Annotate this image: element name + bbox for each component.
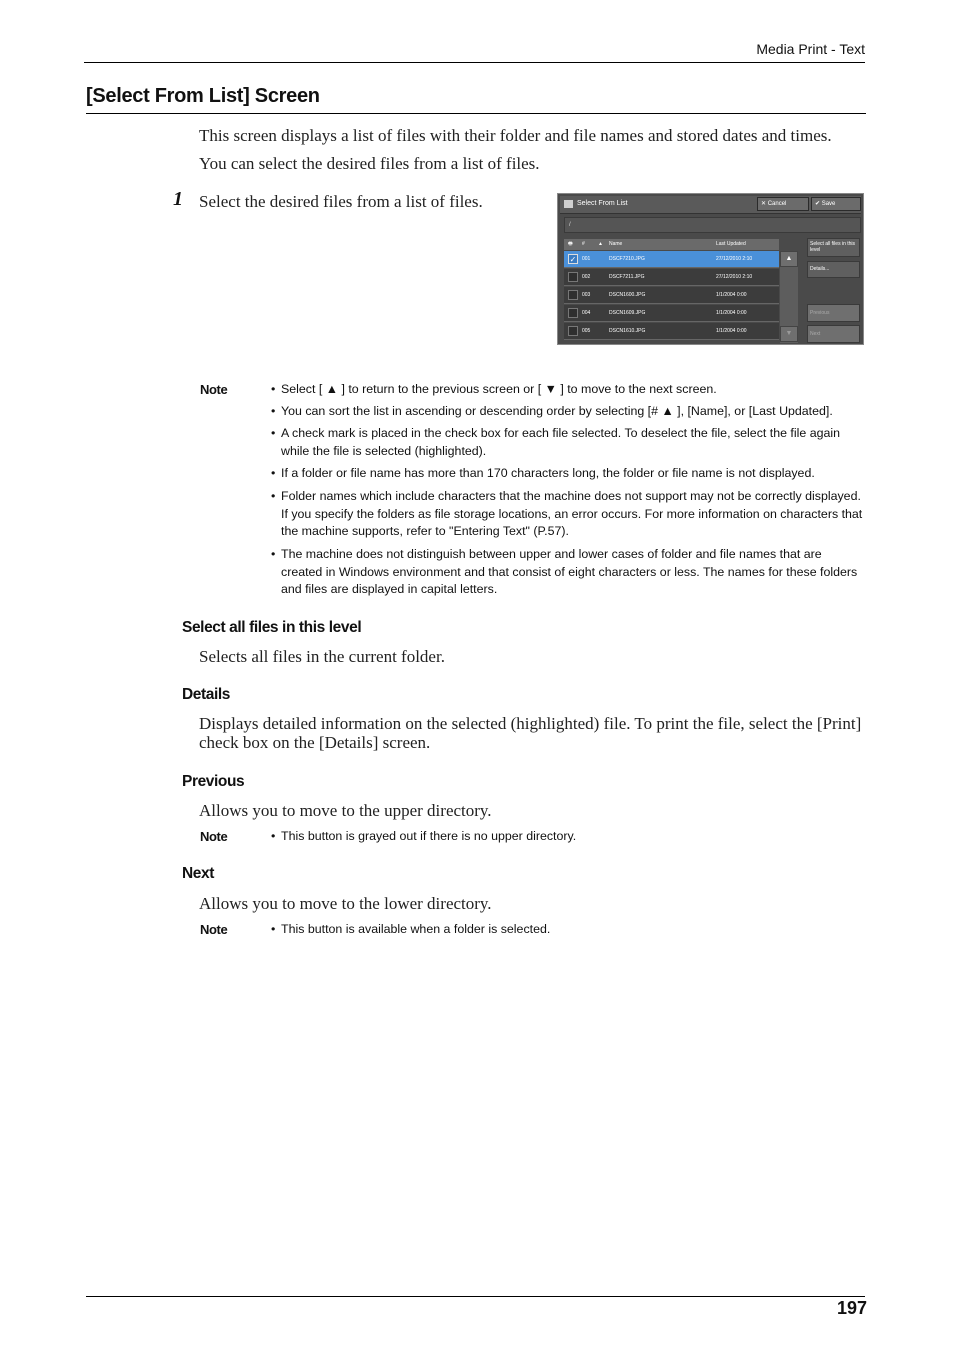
cancel-button[interactable] [757, 197, 809, 211]
check-icon: ✔ [815, 201, 821, 207]
column-name[interactable]: Name [609, 241, 623, 247]
scroll-down-button[interactable]: ▼ [780, 326, 798, 342]
scrollbar[interactable] [780, 251, 798, 343]
section-heading-previous: Previous [182, 773, 245, 790]
scroll-up-button[interactable]: ▲ [780, 251, 798, 267]
step-number: 1 [173, 188, 183, 210]
file-row[interactable] [564, 323, 779, 340]
row-name: DSCF7210.JPG [609, 256, 645, 262]
select-from-list-screenshot [557, 193, 864, 345]
note-text: If a folder or file name has more than 170 characters long, the folder or file name is not displayed. [281, 466, 815, 480]
note-item: • Folder names which include characters that the machine does not support may not be correctly displayed. If you specify the folders as file storage locations, an error occurs. For more information on characters that the machine supports, refer to "Entering Text" (P.57). [271, 488, 865, 541]
section-heading-next: Next [182, 865, 214, 882]
intro-line-2: You can select the desired files from a list of files. [199, 154, 540, 173]
file-row[interactable] [564, 305, 779, 322]
file-row[interactable] [564, 251, 779, 268]
note-text: You can sort the list in ascending or descending order by selecting [# ▲ ], [Name], or [Last Updated]. [281, 404, 833, 418]
checkbox[interactable] [568, 272, 578, 282]
file-row[interactable] [564, 287, 779, 304]
page-number: 197 [836, 1298, 867, 1318]
row-number: 001 [582, 256, 591, 262]
note-text: Select [ ▲ ] to return to the previous screen or [ ▼ ] to move to the next screen. [281, 382, 717, 396]
checkbox[interactable] [568, 290, 578, 300]
previous-button[interactable]: Previous [807, 304, 860, 322]
note-text: A check mark is placed in the check box for each file selected. To deselect the file, select the file again while the file is selected (highlighted). [281, 426, 841, 458]
path-field: / [564, 217, 861, 233]
note-item: • If a folder or file name has more than 170 characters long, the folder or file name is not displayed. [271, 465, 865, 483]
note-item: • Select [ ▲ ] to return to the previous screen or [ ▼ ] to move to the next screen. [271, 381, 865, 399]
list-icon [564, 200, 573, 208]
list-header [564, 239, 779, 250]
screen-title: Select From List [577, 200, 628, 207]
section-text-previous: Allows you to move to the upper directory. [199, 801, 492, 820]
note-text: This button is available when a folder is selected. [281, 922, 551, 936]
save-label: Save [821, 201, 836, 207]
row-name: DSCF7211.JPG [609, 274, 645, 280]
section-heading-select-all: Select all files in this level [182, 619, 362, 636]
note-item: • This button is available when a folder is selected. [271, 921, 865, 939]
details-button[interactable]: Details... [807, 261, 860, 278]
page-title: [Select From List] Screen [86, 85, 320, 107]
checkbox[interactable] [568, 326, 578, 336]
note-item: • This button is grayed out if there is no upper directory. [271, 828, 865, 846]
checkbox[interactable]: ✓ [569, 255, 577, 264]
column-hash[interactable]: # [582, 241, 585, 247]
header-rule [84, 62, 865, 63]
running-header: Media Print - Text [756, 41, 865, 57]
intro-line-1: This screen displays a list of files with their folder and file names and stored dates and times. [199, 126, 832, 145]
note-item: • You can sort the list in ascending or descending order by selecting [# ▲ ], [Name], or [Last Updated]. [271, 403, 865, 421]
row-date: 1/1/2004 0:00 [716, 310, 747, 316]
screen-titlebar [560, 196, 861, 214]
row-number: 003 [582, 292, 591, 298]
row-name: DSCN1610.JPG [609, 328, 646, 334]
row-number: 005 [582, 328, 591, 334]
row-date: 1/1/2004 0:00 [716, 328, 747, 334]
section-text-next: Allows you to move to the lower directory. [199, 894, 492, 913]
column-last-updated[interactable]: Last Updated [716, 241, 746, 247]
note-text: The machine does not distinguish between upper and lower cases of folder and file names that are created in Windows environment and that consist of eight characters or less. The names for these folders and files are displayed in capital letters. [281, 547, 858, 597]
next-button[interactable]: Next [807, 325, 860, 343]
save-button[interactable] [811, 197, 861, 211]
section-heading-details: Details [182, 686, 231, 703]
row-number: 004 [582, 310, 591, 316]
section-text-details: Displays detailed information on the selected (highlighted) file. To print the file, select the [Print] check box on the [Details] screen. [199, 714, 862, 752]
close-icon: ✕ [761, 201, 767, 207]
select-all-button[interactable]: Select all files in this level [807, 238, 860, 257]
note-label: Note [200, 382, 228, 397]
step-text: Select the desired files from a list of files. [199, 192, 483, 211]
sort-up-icon[interactable]: ▲ [598, 241, 603, 247]
row-date: 27/12/2010 2:10 [716, 256, 753, 262]
checkbox[interactable] [568, 308, 578, 318]
row-name: DSCN1609.JPG [609, 310, 646, 316]
note-label: Note [200, 829, 228, 844]
cancel-label: Cancel [767, 201, 787, 207]
note-text: Folder names which include characters that the machine does not support may not be correctly displayed. If you specify the folders as file storage locations, an error occurs. For more information on characters that the machine supports, refer to "Entering Text" (P.57). [281, 489, 863, 539]
row-date: 27/12/2010 2:10 [716, 274, 753, 280]
print-icon[interactable]: 🖶 [568, 241, 573, 247]
file-list [564, 239, 779, 342]
note-item: • A check mark is placed in the check box for each file selected. To deselect the file, select the file again while the file is selected (highlighted). [271, 425, 865, 460]
row-name: DSCN1600.JPG [609, 292, 646, 298]
section-text-select-all: Selects all files in the current folder. [199, 647, 445, 666]
note-label: Note [200, 922, 228, 937]
note-text: This button is grayed out if there is no upper directory. [281, 829, 577, 843]
title-rule [86, 113, 866, 114]
row-date: 1/1/2004 0:00 [716, 292, 747, 298]
row-number: 002 [582, 274, 591, 280]
note-item: • The machine does not distinguish between upper and lower cases of folder and file names that are created in Windows environment and that consist of eight characters or less. The names for these folders and files are displayed in capital letters. [271, 546, 865, 599]
footer-rule [86, 1296, 865, 1297]
file-row[interactable] [564, 269, 779, 286]
